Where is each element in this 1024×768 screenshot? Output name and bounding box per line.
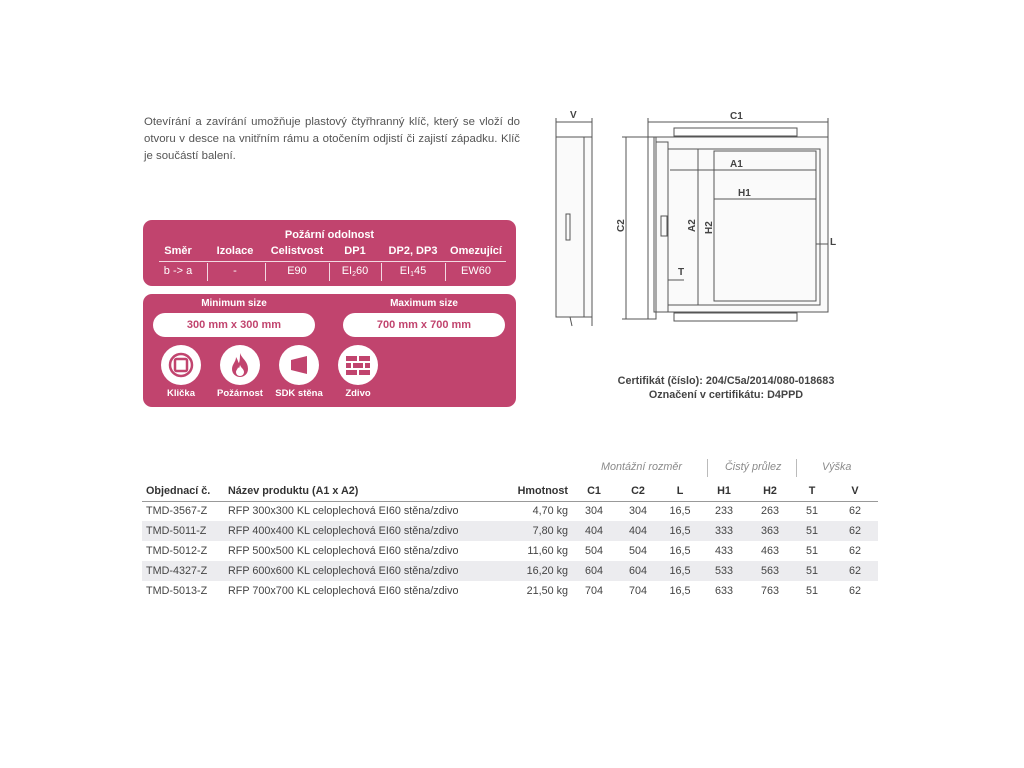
dim-label-h1: H1: [738, 188, 751, 199]
value-dp2-dp3: $EI_145$: [399, 265, 427, 278]
dim-label-v: V: [570, 110, 577, 121]
flame-icon: [220, 345, 260, 385]
dim-label-a1: A1: [730, 159, 743, 170]
size-panel: [143, 294, 516, 407]
brick-wall-icon: [338, 345, 378, 385]
group-height: Výška: [822, 461, 852, 473]
header-dp1: DP1: [344, 245, 366, 257]
dim-label-l: L: [830, 237, 837, 248]
table-row: TMD-4327-Z RFP 600x600 KL celoplechová EI60 stěna/zdivo 16,20 kg 604 604 16,5 533 563 51 62: [142, 561, 878, 581]
table-row: TMD-5011-Z RFP 400x400 KL celoplechová EI60 stěna/zdivo 7,80 kg 404 404 16,5 333 363 51 62: [142, 521, 878, 541]
col-weight: Hmotnost: [508, 481, 572, 501]
intro-paragraph: Otevírání a zavírání umožňuje plastový čtyřhranný klíč, který se vloží do otvoru v desce na vnitřním rámu a otočením odjistí či zajistí západku. Klíč je součástí balení.: [144, 116, 520, 162]
value-omezujici: EW60: [461, 265, 491, 277]
technical-drawing: [548, 104, 848, 334]
fire-resistance-header-row: [143, 245, 516, 261]
dim-label-c2: C2: [616, 219, 627, 232]
col-h2: H2: [748, 481, 792, 501]
dim-label-h2: H2: [704, 221, 715, 234]
value-dp1: $EI_260$: [341, 265, 369, 278]
col-product-name: Název produktu (A1 x A2): [224, 481, 508, 501]
min-size-value: 300 mm x 300 mm: [153, 313, 315, 337]
header-dp2-dp3: DP2, DP3: [388, 245, 438, 257]
feature-label: SDK stěna: [275, 388, 323, 399]
feature-label: Klička: [167, 388, 195, 399]
max-size-label: Maximum size: [390, 298, 458, 309]
product-table: [142, 481, 878, 601]
fire-resistance-panel: [143, 220, 516, 286]
dim-label-t: T: [678, 267, 685, 278]
certificate-designation: Označení v certifikátu: D4PPD: [648, 389, 804, 401]
group-mount-size: Montážní rozměr: [601, 461, 683, 473]
col-t: T: [792, 481, 832, 501]
col-l: L: [660, 481, 700, 501]
table-header-row: [142, 481, 878, 501]
table-row: TMD-5013-Z RFP 700x700 KL celoplechová EI60 stěna/zdivo 21,50 kg 704 704 16,5 633 763 51 62: [146, 585, 861, 597]
feature-label: Požárnost: [217, 388, 263, 399]
certificate-number: Certifikát (číslo): 204/C5a/2014/080-018683: [617, 375, 835, 387]
value-smer: b -> a: [163, 265, 193, 277]
group-clear-opening: Čistý průlez: [725, 461, 782, 473]
table-row: TMD-5012-Z RFP 500x500 KL celoplechová EI60 stěna/zdivo 11,60 kg 504 504 16,5 433 463 51 62: [146, 545, 861, 557]
feature-zdivo: [323, 345, 393, 399]
fire-resistance-title: Požární odolnost: [284, 229, 375, 241]
col-h1: H1: [700, 481, 748, 501]
col-c2: C2: [616, 481, 660, 501]
value-celistvost: E90: [287, 265, 307, 277]
min-size-label: Minimum size: [201, 298, 267, 309]
fire-resistance-divider: [159, 261, 506, 262]
feature-label: Zdivo: [345, 388, 371, 399]
dim-label-a2: A2: [687, 219, 698, 232]
header-omezujici: Omezující: [450, 245, 502, 257]
dim-label-c1: C1: [730, 111, 743, 122]
table-row: TMD-3567-Z RFP 300x300 KL celoplechová EI60 stěna/zdivo 4,70 kg 304 304 16,5 233 263 51 62: [146, 505, 861, 518]
col-c1: C1: [572, 481, 616, 501]
header-izolace: Izolace: [216, 245, 254, 257]
col-order-no: Objednací č.: [142, 481, 224, 501]
col-v: V: [832, 481, 878, 501]
max-size-value: 700 mm x 700 mm: [343, 313, 505, 337]
header-celistvost: Celistvost: [270, 245, 324, 257]
value-izolace: -: [233, 265, 237, 277]
certificate-info: [548, 374, 904, 402]
square-key-icon: [161, 345, 201, 385]
drywall-icon: [279, 345, 319, 385]
fire-resistance-value-row: [143, 265, 516, 281]
header-smer: Směr: [164, 245, 192, 257]
